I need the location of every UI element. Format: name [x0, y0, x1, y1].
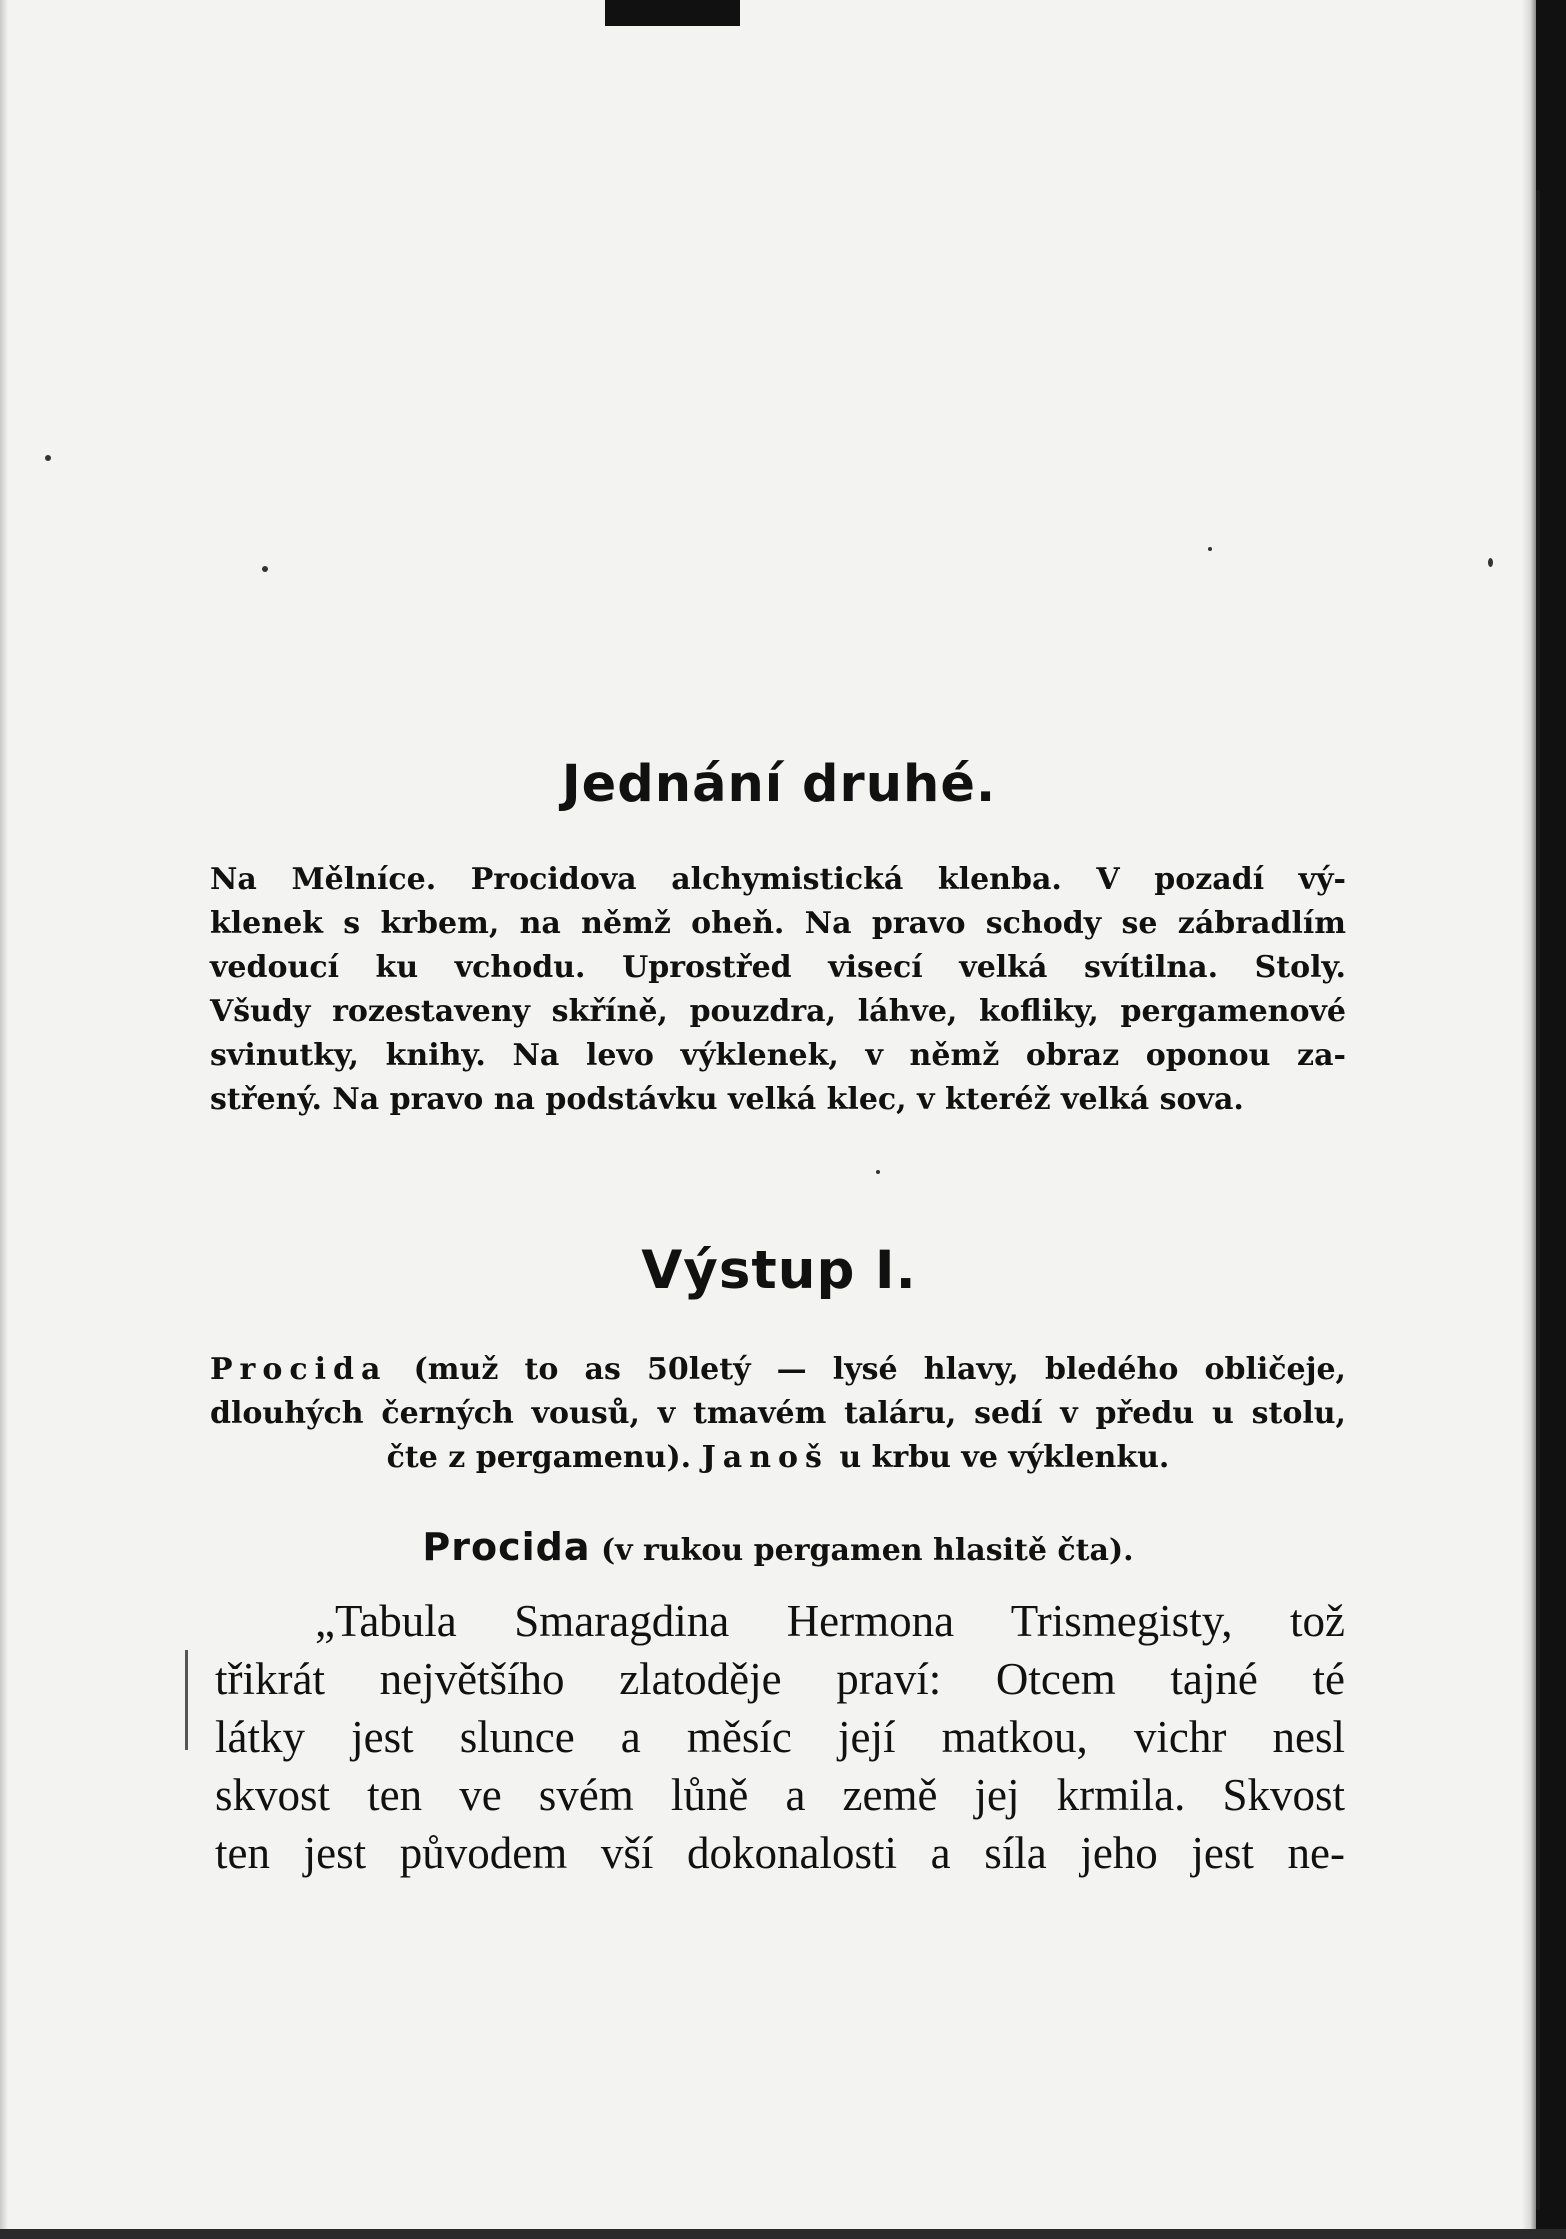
cast-text: čte z pergamenu). — [386, 1440, 702, 1475]
speech-line: ten jest původem vší dokonalosti a síla jeho jest ne- — [215, 1828, 1345, 1878]
speech-line: „Tabula Smaragdina Hermona Trismegisty, tož — [315, 1596, 1345, 1646]
setting-line: Na Mělníce. Procidova alchymistická klenba. V pozadí vý- — [210, 862, 1346, 897]
setting-line: klenek s krbem, na němž oheň. Na pravo schody se zábradlím — [210, 906, 1346, 941]
cast-line — [210, 1348, 1346, 1392]
setting-line: Všudy rozestaveny skříně, pouzdra, láhve, kofliky, pergamenové — [210, 994, 1346, 1029]
scene-title: Výstup I. — [641, 1240, 917, 1301]
margin-mark — [185, 1650, 188, 1750]
cast-text: u krbu ve výklenku. — [828, 1440, 1170, 1475]
setting-line: svinutky, knihy. Na levo výklenek, v němž obraz oponou za- — [210, 1038, 1346, 1073]
page-right-shadow — [1522, 0, 1536, 2239]
speech-line: třikrát největšího zlatoděje praví: Otcem tajné té — [215, 1654, 1345, 1704]
binding-edge-line — [1536, 190, 1540, 2210]
scan-bottom-border — [0, 2229, 1566, 2239]
cast-text: (muž to as 50letý — lysé hlavy, bledého obličeje, — [387, 1352, 1346, 1387]
speaker-heading — [210, 1525, 1346, 1569]
page-left-shadow — [0, 0, 8, 2239]
scan-speck — [1208, 547, 1212, 551]
act-title: Jednání druhé. — [561, 755, 997, 814]
cast-description — [210, 1348, 1346, 1480]
setting-line: střený. Na pravo na podstávku velká klec, v kteréž velká sova. — [210, 1082, 1244, 1117]
speech-line: skvost ten ve svém lůně a země jej krmila. Skvost — [215, 1770, 1345, 1820]
scan-speck — [1488, 558, 1493, 567]
scan-right-border — [1536, 0, 1566, 2239]
speech-text — [215, 1592, 1345, 1882]
speaker-name: Procida — [422, 1525, 591, 1569]
character-name: Janoš — [701, 1440, 829, 1475]
speech-line: látky jest slunce a měsíc její matkou, vichr nesl — [215, 1712, 1345, 1762]
setting-line: vedoucí ku vchodu. Uprostřed visecí velká svítilna. Stoly. — [210, 950, 1346, 985]
stage-setting — [210, 858, 1346, 1122]
character-name: Procida — [210, 1352, 388, 1387]
scan-top-artifact — [605, 0, 740, 26]
scan-speck — [45, 455, 51, 461]
scan-speck — [262, 566, 268, 572]
cast-line: dlouhých černých vousů, v tmavém taláru, sedí v předu u stolu, — [210, 1396, 1346, 1431]
stage-direction: (v rukou pergamen hlasitě čta). — [590, 1533, 1134, 1568]
cast-line — [210, 1436, 1346, 1480]
scan-speck — [876, 1170, 880, 1174]
